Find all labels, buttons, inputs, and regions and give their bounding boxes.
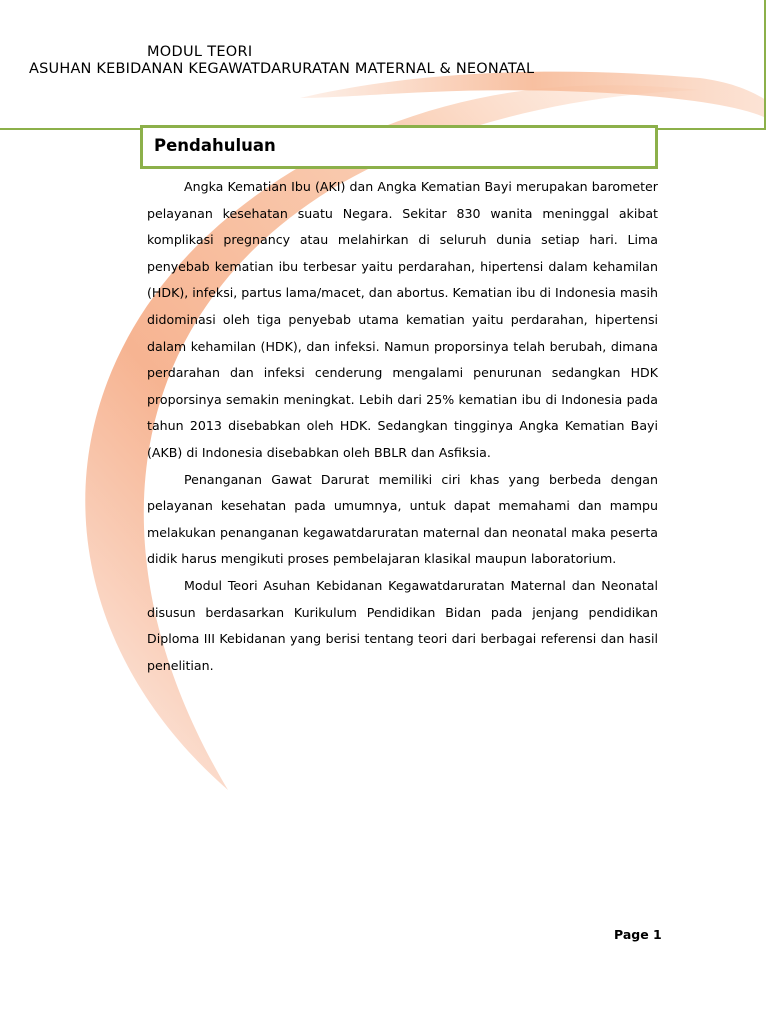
body-paragraph: Penanganan Gawat Darurat memiliki ciri khas yang berbeda dengan pelayanan kesehatan pada umumnya, untuk dapat memahami dan mampu melakukan penanganan kegawatdaruratan maternal dan neonatal maka peserta didik harus mengikuti proses pembelajaran klasikal maupun laboratorium. (147, 471, 658, 567)
section-title: Pendahuluan (154, 136, 276, 155)
page-number: Page 1 (614, 927, 662, 942)
body-paragraph: Angka Kematian Ibu (AKI) dan Angka Kematian Bayi merupakan barometer pelayanan kesehatan suatu Negara. Sekitar 830 wanita meninggal akibat komplikasi pregnancy atau melahirkan di seluruh dunia setiap hari. Lima penyebab kematian ibu terbesar yaitu perdarahan, hipertensi dalam kehamilan (HDK), infeksi, partus lama/macet, dan abortus. Kematian ibu di Indonesia masih didominasi oleh tiga penyebab utama kematian yaitu perdarahan, hipertensi dalam kehamilan (HDK), dan infeksi. Namun proporsinya telah berubah, dimana perdarahan dan infeksi cenderung mengalami penurunan sedangkan HDK proporsinya semakin meningkat. Lebih dari 25% kematian ibu di Indonesia pada tahun 2013 disebabkan oleh HDK. Sedangkan tingginya Angka Kematian Bayi (AKB) di Indonesia disebabkan oleh BBLR dan Asfiksia. (147, 179, 658, 460)
section-heading-box (140, 125, 658, 169)
document-body (147, 174, 658, 679)
header-subtitle: ASUHAN KEBIDANAN KEGAWATDARURATAN MATERNAL & NEONATAL (29, 61, 535, 77)
body-paragraph: Modul Teori Asuhan Kebidanan Kegawatdaruratan Maternal dan Neonatal disusun berdasarkan Kurikulum Pendidikan Bidan pada jenjang pendidikan Diploma III Kebidanan yang berisi tentang teori dari berbagai referensi dan hasil penelitian. (147, 577, 658, 673)
header-module-title: MODUL TEORI (147, 44, 253, 60)
